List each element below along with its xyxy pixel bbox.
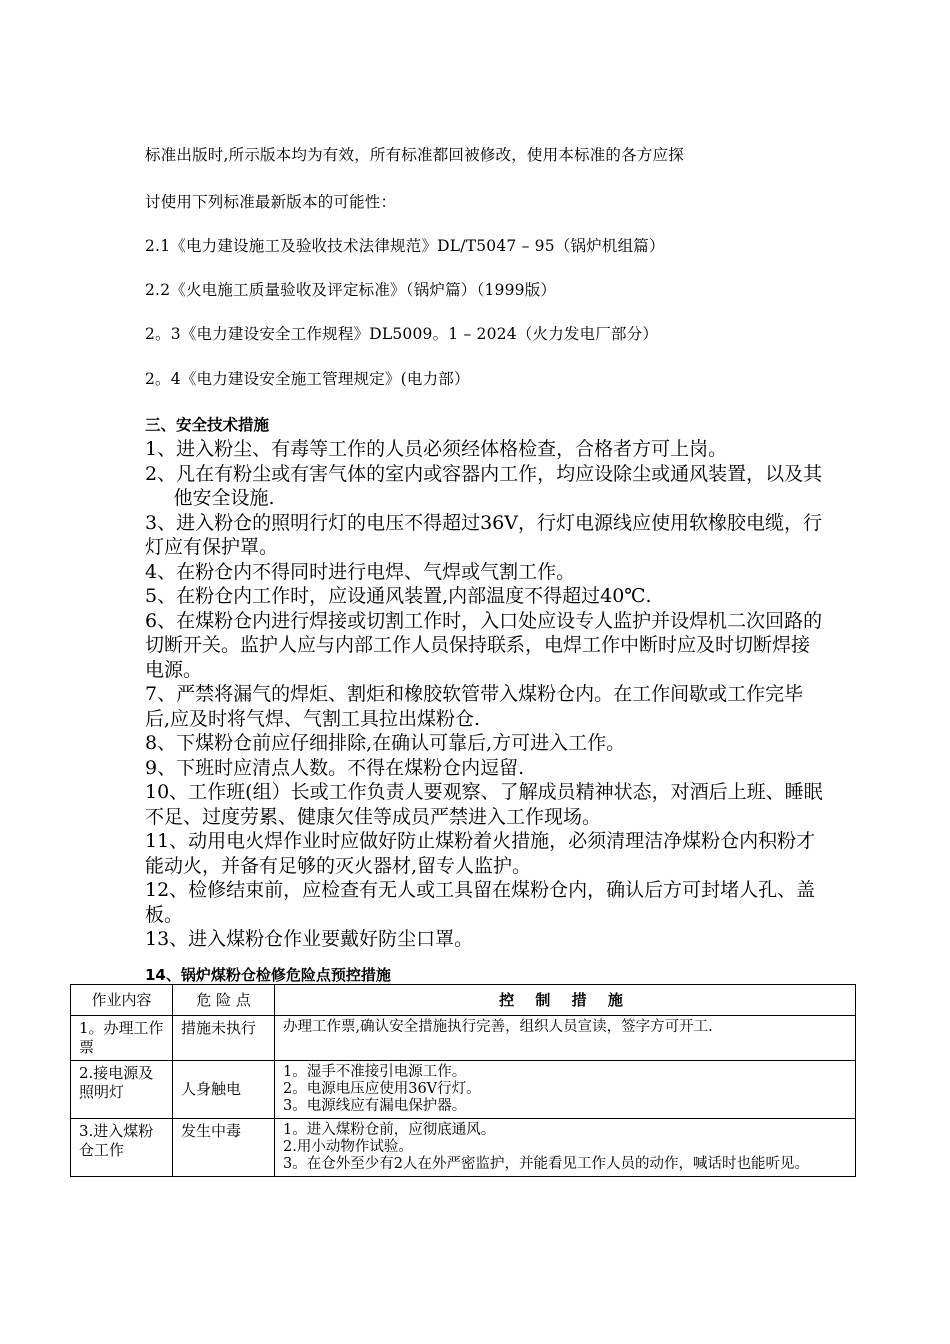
task-cell: 3.进入煤粉仓工作 [71, 1119, 173, 1177]
list-item: 2、凡在有粉尘或有害气体的室内或容器内工作，均应设除尘或通风装置，以及其他安全设施. [145, 462, 823, 509]
control-line: 2.用小动物作试验。 [283, 1139, 413, 1155]
list-item: 8、下煤粉仓前应仔细排除,在确认可靠后,方可进入工作。 [145, 732, 626, 754]
reference-item: 2.1《电力建设施工及验收技术法律规范》DL/T5047 – 95（锅炉机组篇） [145, 237, 665, 255]
header-task: 作业内容 [71, 985, 173, 1016]
list-item: 7、严禁将漏气的焊炬、割炬和橡胶软管带入煤粉仓内。在工作间歇或工作完毕后,应及时将气焊、气割工具拉出煤粉仓. [145, 683, 804, 730]
hazard-cell: 措施未执行 [173, 1016, 275, 1061]
table-row [71, 1061, 856, 1119]
list-item: 6、在煤粉仓内进行焊接或切割工作时，入口处应设专人监护并设焊机二次回路的切断开关。监护人应与内部工作人员保持联系，电焊工作中断时应及时切断焊接电源。 [145, 609, 823, 681]
section-heading: 三、安全技术措施 [145, 416, 270, 434]
header-controls: 控 制 措 施 [275, 985, 856, 1016]
hazard-cell: 发生中毒 [173, 1119, 275, 1177]
reference-item: 2。3《电力建设安全工作规程》DL5009。1 – 2024（火力发电厂部分） [145, 325, 659, 343]
control-line: 1。进入煤粉仓前，应彻底通风。 [283, 1122, 496, 1138]
list-item: 13、进入煤粉仓作业要戴好防尘口罩。 [145, 928, 474, 950]
safety-measures-list [145, 437, 825, 952]
control-line: 1。湿手不准接引电源工作。 [283, 1064, 467, 1080]
controls-cell [275, 1119, 856, 1177]
header-hazard: 危 险 点 [173, 985, 275, 1016]
control-line: 3。电源线应有漏电保护器。 [283, 1098, 467, 1114]
control-line: 办理工作票,确认安全措施执行完善，组织人员宣读，签字方可开工. [283, 1019, 713, 1035]
table-title: 14、锅炉煤粉仓检修危险点预控措施 [145, 966, 391, 984]
reference-item: 2.2《火电施工质量验收及评定标准》（锅炉篇）（1999版） [145, 281, 557, 299]
table-header-row [71, 985, 856, 1016]
control-line: 2。电源电压应使用36V行灯。 [283, 1081, 481, 1097]
list-item: 10、工作班(组）长或工作负责人要观察、了解成员精神状态，对酒后上班、睡眠不足、过度劳累、健康欠佳等成员严禁进入工作现场。 [145, 781, 823, 828]
controls-cell [275, 1061, 856, 1119]
task-cell: 1。办理工作票 [71, 1016, 173, 1061]
task-cell: 2.接电源及照明灯 [71, 1061, 173, 1119]
list-item: 1、进入粉尘、有毒等工作的人员必须经体格检查，合格者方可上岗。 [145, 438, 728, 460]
list-item: 9、下班时应清点人数。不得在煤粉仓内逗留. [145, 756, 525, 779]
reference-item: 2。4《电力建设安全施工管理规定》(电力部） [145, 370, 470, 388]
control-line: 3。在仓外至少有2人在外严密监护，并能看见工作人员的动作，喊话时也能听见。 [283, 1156, 809, 1172]
list-item: 11、动用电火焊作业时应做好防止煤粉着火措施，必须清理洁净煤粉仓内积粉才能动火，并备有足够的灭火器材,留专人监护。 [145, 830, 816, 877]
table-row [71, 1119, 856, 1177]
intro-line-2: 讨使用下列标准最新版本的可能性： [145, 193, 397, 211]
list-item: 12、检修结束前，应检查有无人或工具留在煤粉仓内，确认后方可封堵人孔、盖板。 [145, 879, 816, 926]
list-item: 4、在粉仓内不得同时进行电焊、气焊或气割工作。 [145, 560, 576, 583]
intro-line-1: 标准出版时,所示版本均为有效，所有标准都回被修改，使用本标准的各方应探 [145, 146, 684, 164]
controls-cell [275, 1016, 856, 1061]
table-row [71, 1016, 856, 1061]
list-item: 3、进入粉仓的照明行灯的电压不得超过36V，行灯电源线应使用软橡胶电缆，行灯应有保护罩。 [145, 511, 822, 558]
hazard-cell: 人身触电 [173, 1061, 275, 1119]
risk-control-table [70, 984, 856, 1177]
list-item: 5、在粉仓内工作时，应设通风装置,内部温度不得超过40℃. [145, 585, 652, 607]
